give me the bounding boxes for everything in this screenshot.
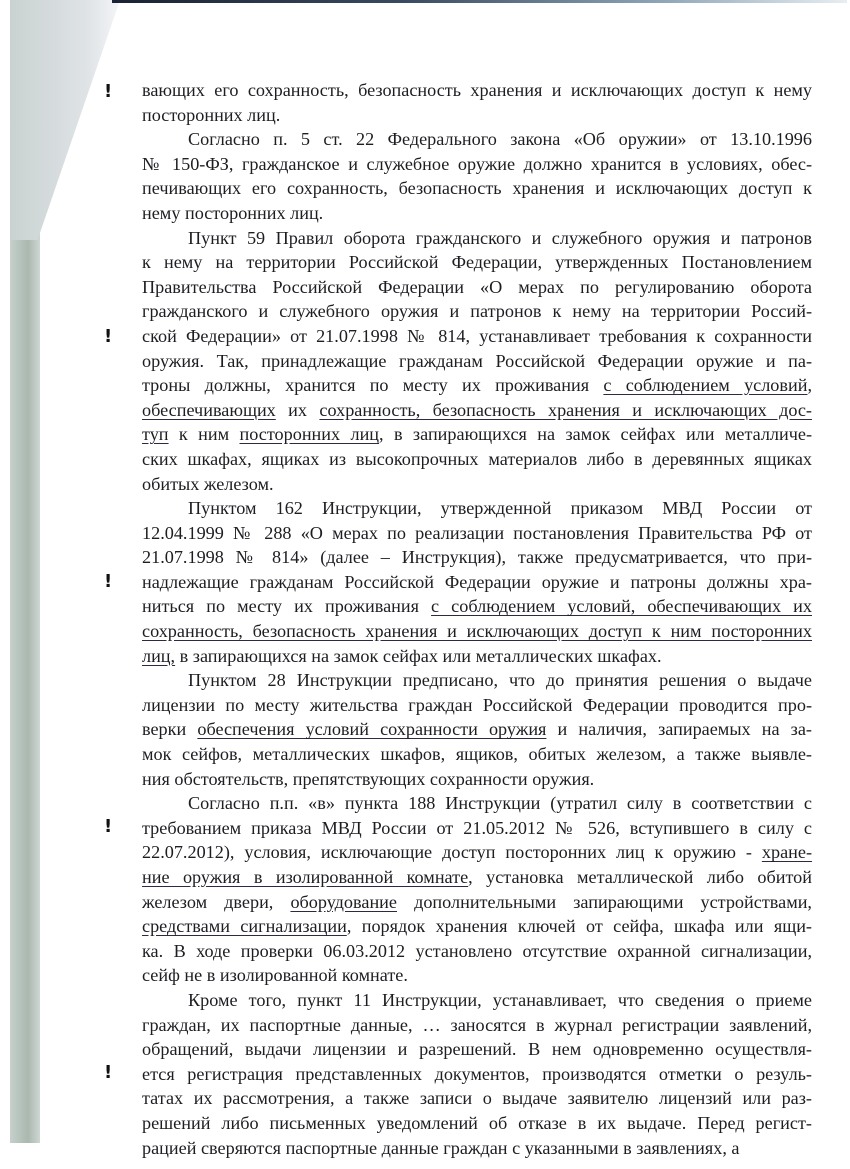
text-segment: № 150-ФЗ, гражданское и служебное оружие должно хранится в условиях, обес-	[142, 153, 812, 174]
text-line	[142, 201, 812, 226]
text-line	[142, 988, 812, 1013]
underlined-text: оборудование	[290, 891, 397, 912]
text-line	[142, 570, 812, 595]
text-line	[142, 422, 812, 447]
underlined-text: средствами сигнализации	[142, 916, 347, 937]
text-line	[142, 521, 812, 546]
margin-mark: !	[104, 571, 113, 592]
text-line	[142, 1136, 812, 1161]
underlined-text: лиц,	[142, 645, 176, 666]
text-line	[142, 1013, 812, 1038]
text-line	[142, 619, 812, 644]
document-page	[142, 78, 812, 1160]
text-line	[142, 816, 812, 841]
text-line	[142, 299, 812, 324]
paragraph	[142, 127, 812, 225]
text-segment: сейф не в изолированной комнате.	[142, 965, 408, 986]
text-segment: их	[275, 399, 320, 420]
text-segment: железом двери,	[142, 891, 291, 912]
text-line	[142, 176, 812, 201]
text-line	[142, 127, 812, 152]
text-segment: в запирающихся на замок сейфах или металлических шкафах.	[175, 645, 662, 666]
text-segment: и наличия, запираемых на за-	[546, 719, 812, 740]
underlined-text: обеспечивающих	[142, 399, 276, 420]
text-line	[142, 1062, 812, 1087]
text-segment: рацией сверяются паспортные данные граждан с указанными в заявлениях, а	[142, 1137, 740, 1158]
text-line	[142, 767, 812, 792]
paragraph	[142, 496, 812, 668]
text-segment: троны должны, хранится по месту их проживания	[142, 375, 604, 396]
text-segment: Кроме того, пункт 11 Инструкции, устанавливает, что сведения о приеме	[188, 989, 812, 1010]
text-line	[142, 1037, 812, 1062]
text-line	[142, 226, 812, 251]
text-line	[142, 668, 812, 693]
paragraph	[142, 226, 812, 497]
text-line	[142, 939, 812, 964]
text-segment: 22.07.2012), условия, исключающие доступ посторонних лиц к оружию -	[142, 842, 762, 863]
margin-mark: !	[104, 816, 113, 837]
text-segment: Пункт 59 Правил оборота гражданского и служебного оружия и патронов	[188, 227, 812, 248]
text-segment: ется регистрация представленных документов, производятся отметки о резуль-	[142, 1063, 812, 1084]
text-line	[142, 717, 812, 742]
text-line	[142, 1111, 812, 1136]
text-line	[142, 398, 812, 423]
text-segment: 21.07.1998 № 814» (далее – Инструкция), также предусматривается, что при-	[142, 547, 812, 568]
underlined-text: посторонних лиц	[239, 424, 380, 445]
underlined-text: сохранность, безопасность хранения и исключающих доступ к ним посторонних	[142, 621, 812, 642]
text-segment: вающих его сохранность, безопасность хранения и исключающих доступ к нему	[142, 80, 812, 100]
underlined-text: туп	[142, 424, 169, 445]
text-segment: Согласно п.п. «в» пункта 188 Инструкции (утратил силу в соответствии с	[188, 793, 812, 814]
text-segment: , установка металлической либо обитой	[468, 867, 812, 887]
text-line	[142, 349, 812, 374]
text-segment: надлежащие гражданам Российской Федерации оружие и патроны должны хра-	[142, 571, 812, 592]
text-line	[142, 865, 812, 890]
text-line	[142, 1086, 812, 1111]
text-segment: граждан, их паспортные данные, … заносятся в журнал регистрации заявлений,	[142, 1014, 812, 1035]
text-segment: посторонних лиц.	[142, 104, 281, 125]
scan-folded-corner	[10, 0, 120, 240]
text-line	[142, 890, 812, 915]
text-line	[142, 742, 812, 767]
text-line	[142, 545, 812, 570]
text-segment: Согласно п. 5 ст. 22 Федерального закона «Об оружии» от 13.10.1996	[188, 129, 812, 150]
text-segment: ния обстоятельств, препятствующих сохранности оружия.	[142, 768, 595, 789]
text-segment: Правительства Российской Федерации «О мерах по регулированию оборота	[142, 276, 812, 297]
paragraph	[142, 988, 812, 1160]
text-line	[142, 840, 812, 865]
text-line	[142, 447, 812, 472]
margin-mark: !	[104, 1062, 113, 1083]
text-line	[142, 594, 812, 619]
text-line	[142, 693, 812, 718]
underlined-text: с соблюдением условий	[603, 375, 808, 396]
text-segment: дополнительными запирающими устройствами,	[397, 891, 812, 912]
margin-mark: !	[104, 81, 113, 102]
text-line	[142, 644, 812, 669]
text-line	[142, 250, 812, 275]
paragraph	[142, 668, 812, 791]
text-segment: к ним	[168, 424, 240, 445]
text-line	[142, 373, 812, 398]
text-segment: верки	[142, 719, 198, 740]
text-line	[142, 324, 812, 349]
text-line	[142, 914, 812, 939]
underlined-text: сохранность, безопасность хранения и исключающих дос-	[319, 399, 812, 420]
text-segment: обращений, выдачи лицензии и разрешений. В нем одновременно осуществля-	[142, 1039, 812, 1060]
text-segment: к нему на территории Российской Федерации, утвержденных Постановлением	[142, 252, 812, 273]
text-segment: оружия. Так, принадлежащие гражданам Российской Федерации оружие и па-	[142, 350, 812, 371]
text-segment: решений либо письменных уведомлений об отказе в их выдаче. Перед регист-	[142, 1112, 812, 1133]
text-line	[142, 472, 812, 497]
text-segment: требованием приказа МВД России от 21.05.2012 № 526, вступившего в силу с	[142, 817, 812, 838]
text-segment: Пунктом 28 Инструкции предписано, что до принятия решения о выдаче	[188, 670, 812, 691]
paragraph	[142, 78, 812, 127]
text-segment: печивающих его сохранность, безопасность хранения и исключающих доступ к	[142, 178, 812, 199]
text-segment: татах их рассмотрения, а также записи о выдаче заявителю лицензий или раз-	[142, 1088, 812, 1109]
underlined-text: хране-	[761, 842, 812, 863]
scan-top-edge	[112, 0, 847, 3]
text-line	[142, 275, 812, 300]
text-segment: гражданского и служебного оружия и патронов к нему на территории Россий-	[142, 301, 812, 322]
text-line	[142, 78, 812, 103]
text-segment: , порядок хранения ключей от сейфа, шкафа или ящи-	[346, 916, 812, 937]
underlined-text: с соблюдением условий, обеспечивающих их	[431, 596, 812, 617]
text-segment: 12.04.1999 № 288 «О мерах по реализации постановления Правительства РФ от	[142, 522, 812, 543]
text-segment: лицензии по месту жительства граждан Российской Федерации проводится про-	[142, 694, 812, 715]
text-line	[142, 791, 812, 816]
text-line	[142, 103, 812, 128]
text-line	[142, 152, 812, 177]
text-segment: ,	[807, 375, 813, 396]
paragraph	[142, 791, 812, 988]
text-segment: ниться по месту их проживания	[142, 596, 432, 617]
underlined-text: ние оружия в изолированной комнате	[142, 867, 469, 887]
text-segment: ка. В ходе проверки 06.03.2012 установлено отсутствие охранной сигнализации,	[142, 940, 812, 961]
text-segment: ских шкафах, ящиках из высокопрочных материалов либо в деревянных ящиках	[142, 448, 812, 469]
text-segment: Пунктом 162 Инструкции, утвержденной приказом МВД России от	[188, 498, 812, 519]
text-segment: , в запирающихся на замок сейфах или металличе-	[379, 424, 813, 445]
text-line	[142, 496, 812, 521]
text-segment: мок сейфов, металлических шкафов, ящиков, обитых железом, а также выявле-	[142, 744, 812, 765]
margin-mark: !	[104, 326, 113, 347]
text-segment: обитых железом.	[142, 473, 274, 494]
text-segment: ской Федерации» от 21.07.1998 № 814, устанавливает требования к сохранности	[142, 325, 812, 346]
underlined-text: обеспечения условий сохранности оружия	[197, 719, 547, 740]
text-line	[142, 963, 812, 988]
text-segment: нему посторонних лиц.	[142, 202, 324, 223]
